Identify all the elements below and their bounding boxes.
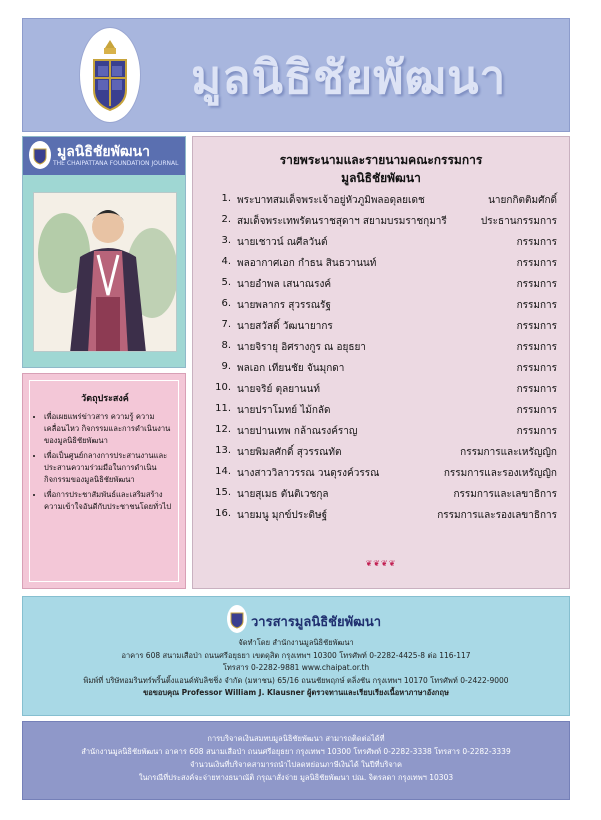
member-number: 13.	[215, 445, 231, 456]
committee-member-row	[207, 487, 557, 505]
member-name: พระบาทสมเด็จพระเจ้าอยู่หัวภูมิพลอดุลยเดช	[237, 195, 425, 206]
journal-line: โทรสาร 0-2282-9881 www.chaipat.or.th	[222, 663, 370, 672]
committee-member-row	[207, 403, 557, 421]
committee-title	[193, 151, 569, 187]
member-name: นายปราโมทย์ ไม้กลัด	[237, 405, 331, 416]
member-number: 10.	[215, 382, 231, 393]
committee-title-line1: รายพระนามและรายนามคณะกรรมการ	[279, 153, 483, 167]
member-name: นายสวัสดิ์ วัฒนายากร	[237, 321, 333, 332]
journal-line: จัดทำโดย สำนักงานมูลนิธิชัยพัฒนา	[238, 638, 354, 647]
journal-crest-icon	[227, 605, 247, 633]
member-number: 5.	[221, 277, 231, 288]
cover-banner	[23, 137, 185, 175]
journal-info-box	[22, 596, 570, 716]
member-number: 14.	[215, 466, 231, 477]
journal-cover	[22, 136, 186, 368]
member-name: พลอากาศเอก กำธน สินธวานนท์	[237, 258, 377, 269]
member-position: กรรมการและเหรัญญิก	[460, 447, 557, 458]
journal-line: พิมพ์ที่ บริษัทอมรินทร์พริ้นติ้งแอนด์พับลิชชิ่ง จำกัด (มหาชน) 65/16 ถนนชัยพฤกษ์ ตลิ่งชัน กรุงเทพฯ 10170 โทรศัพท์ 0-2422-9000	[83, 675, 509, 685]
committee-list-panel	[192, 136, 570, 589]
member-name: นายพิมลศักดิ์ สุวรรณทัต	[237, 447, 342, 458]
committee-member-row	[207, 445, 557, 463]
member-position: กรรมการ	[516, 258, 557, 269]
member-position: กรรมการ	[516, 384, 557, 395]
member-name: นายปานเทพ กล้าณรงค์ราญ	[237, 426, 358, 437]
member-position: กรรมการ	[516, 363, 557, 374]
purpose-item: • เพื่อการประชาสัมพันธ์และเสริมสร้างความเข้าใจอันดีกับประชาชนโดยทั่วไป	[44, 489, 176, 513]
foundation-crest-icon	[79, 27, 141, 123]
member-position: กรรมการ	[516, 426, 557, 437]
committee-member-row	[207, 361, 557, 379]
committee-member-row	[207, 466, 557, 484]
cover-crest-icon	[29, 141, 51, 169]
member-name: นายจิรายุ อิศรางกูร ณ อยุธยา	[237, 342, 366, 353]
journal-thanks: ขอขอบคุณ Professor William J. Klausner ผู้ตรวจทานและเรียบเรียงเนื้อหาภาษาอังกฤษ	[143, 688, 449, 697]
donation-details	[23, 732, 569, 784]
header-title: มูลนิธิชัยพัฒนา	[191, 50, 507, 104]
member-number: 8.	[221, 340, 231, 351]
committee-member-row	[207, 193, 557, 211]
purpose-title: วัตถุประสงค์	[81, 394, 129, 404]
member-position: กรรมการ	[516, 405, 557, 416]
member-number: 6.	[221, 298, 231, 309]
donation-heading: การบริจาคเงินสมทบมูลนิธิชัยพัฒนา สามารถติดต่อได้ที่	[207, 734, 385, 743]
member-position: กรรมการและเลขาธิการ	[453, 489, 557, 500]
member-name: พลเอก เทียนชัย จันมุกดา	[237, 363, 345, 374]
donation-line: ในกรณีที่ประสงค์จะจ่ายทางธนาณัติ กรุณาสั่งจ่าย มูลนิธิชัยพัฒนา ปณ. จิตรลดา กรุงเทพฯ 10303	[138, 773, 454, 782]
member-name: สมเด็จพระเทพรัตนราชสุดาฯ สยามบรมราชกุมารี	[237, 216, 447, 227]
cover-title: มูลนิธิชัยพัฒนา	[57, 144, 150, 160]
flourish-ornament: ❦❦❦❦	[365, 559, 397, 568]
member-name: นางสาววิลาวรรณ วนดุรงค์วรรณ	[237, 468, 380, 479]
donation-info-box	[22, 721, 570, 800]
purpose-list-container	[30, 411, 180, 516]
committee-member-row	[207, 424, 557, 442]
committee-member-row	[207, 235, 557, 253]
member-position: กรรมการและรองเลขาธิการ	[437, 510, 557, 521]
member-name: นายสุเมธ ตันติเวชกุล	[237, 489, 329, 500]
member-position: กรรมการ	[516, 321, 557, 332]
member-number: 11.	[215, 403, 231, 414]
member-number: 1.	[221, 193, 231, 204]
committee-member-row	[207, 508, 557, 526]
purpose-item: • เพื่อเผยแพร่ข่าวสาร ความรู้ ความเคลื่อนไหว กิจกรรมและการดำเนินงานของมูลนิธิชัยพัฒนา	[44, 411, 176, 447]
purpose-box	[22, 373, 186, 589]
purpose-list	[30, 411, 180, 513]
committee-member-row	[207, 298, 557, 316]
portrait-photo	[33, 192, 177, 352]
committee-member-row	[207, 382, 557, 400]
member-position: ประธานกรรมการ	[480, 216, 557, 227]
member-position: กรรมการ	[516, 279, 557, 290]
member-name: นายจริย์ ตุลยานนท์	[237, 384, 320, 395]
member-number: 15.	[215, 487, 231, 498]
member-name: นายมนู มุกข์ประดิษฐ์	[237, 510, 328, 521]
member-number: 12.	[215, 424, 231, 435]
member-number: 2.	[221, 214, 231, 225]
member-name: นายเชาวน์ ณศีลวันต์	[237, 237, 328, 248]
member-number: 9.	[221, 361, 231, 372]
journal-title: วารสารมูลนิธิชัยพัฒนา	[251, 615, 382, 630]
header-banner	[22, 18, 570, 132]
member-name: นายอำพล เสนาณรงค์	[237, 279, 332, 290]
purpose-item: • เพื่อเป็นศูนย์กลางการประสานงานและประสานความร่วมมือในการดำเนินกิจกรรมของมูลนิธิชัยพัฒนา	[44, 450, 176, 486]
member-position: กรรมการ	[516, 300, 557, 311]
committee-title-line2: มูลนิธิชัยพัฒนา	[341, 171, 421, 185]
committee-member-row	[207, 277, 557, 295]
donation-line: จำนวนเงินที่บริจาคสามารถนำไปลดหย่อนภาษีเงินได้ ในปีที่บริจาค	[190, 760, 402, 769]
member-number: 16.	[215, 508, 231, 519]
committee-member-row	[207, 256, 557, 274]
member-number: 7.	[221, 319, 231, 330]
member-position: กรรมการ	[516, 237, 557, 248]
purpose-inner-frame	[29, 380, 179, 582]
member-position: นายกกิตติมศักดิ์	[488, 195, 557, 206]
committee-member-row	[207, 319, 557, 337]
journal-line: อาคาร 608 สนามเสือป่า ถนนศรีอยุธยา เขตดุสิต กรุงเทพฯ 10300 โทรศัพท์ 0-2282-4425-8 ต่อ 116-117	[121, 650, 471, 660]
donation-line: สำนักงานมูลนิธิชัยพัฒนา อาคาร 608 สนามเสือป่า ถนนศรีอยุธยา กรุงเทพฯ 10300 โทรศัพท์ 0-2282-3338 โทรสาร 0-2282-3339	[81, 747, 511, 756]
member-number: 3.	[221, 235, 231, 246]
committee-member-row	[207, 340, 557, 358]
member-name: นายพลากร สุวรรณรัฐ	[237, 300, 331, 311]
member-position: กรรมการและรองเหรัญญิก	[443, 468, 557, 479]
committee-member-row	[207, 214, 557, 232]
member-position: กรรมการ	[516, 342, 557, 353]
journal-details	[23, 637, 569, 700]
cover-subtitle: THE CHAIPATTANA FOUNDATION JOURNAL	[53, 160, 179, 167]
member-number: 4.	[221, 256, 231, 267]
